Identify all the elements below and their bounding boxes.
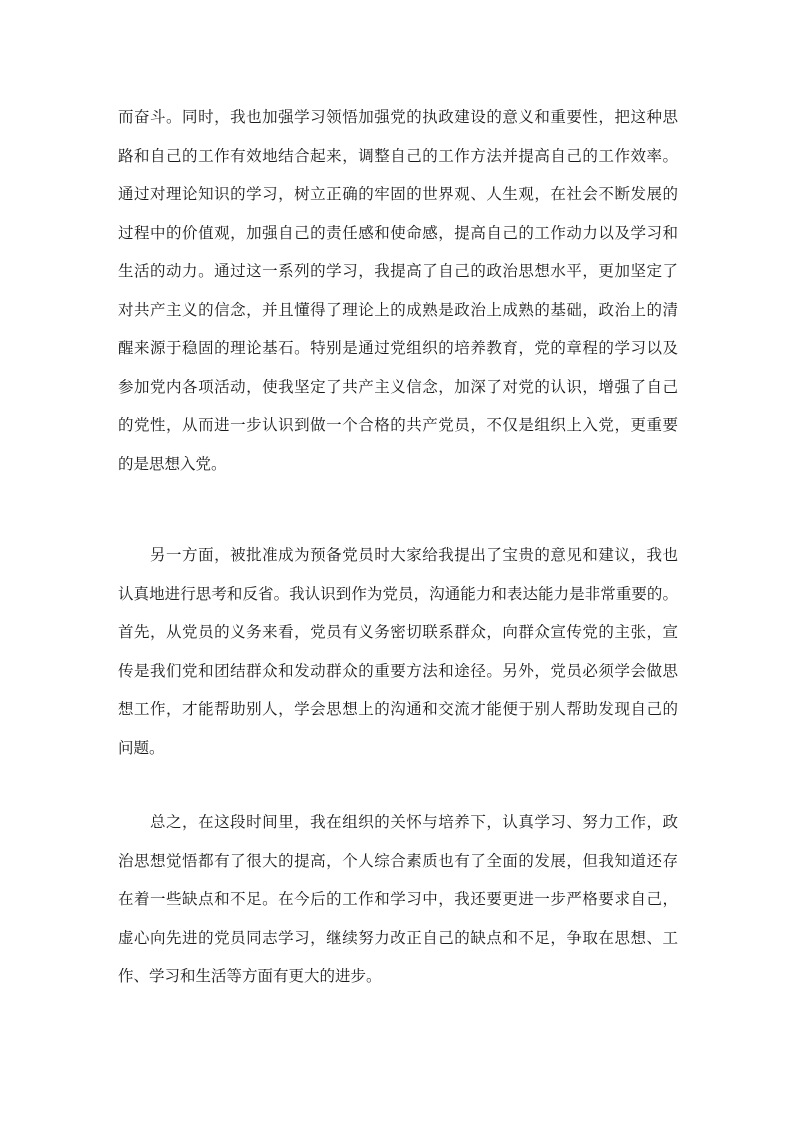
text-line: 而奋斗。同时，我也加强学习领悟加强党的执政建设的意义和重要性，把这种思 [118, 108, 678, 126]
paragraph-1 [118, 98, 678, 483]
text-line: 生活的动力。通过这一系列的学习，我提高了自己的政治思想水平，更加坚定了 [118, 262, 678, 280]
text-line: 通过对理论知识的学习，树立正确的牢固的世界观、人生观，在社会不断发展的 [118, 185, 678, 203]
text-line: 治思想觉悟都有了很大的提高，个人综合素质也有了全面的发展，但我知道还存 [118, 851, 678, 870]
text-line: 过程中的价值观，加强自己的责任感和使命感，提高自己的工作动力以及学习和 [118, 223, 678, 242]
text-line: 虚心向先进的党员同志学习，继续努力改正自己的缺点和不足，争取在思想、工 [118, 928, 678, 947]
text-line: 的党性，从而进一步认识到做一个合格的共产党员，不仅是组织上入党，更重要 [118, 416, 678, 434]
text-line: 总之，在这段时间里，我在组织的关怀与培养下，认真学习、努力工作，政 [118, 813, 678, 831]
text-line: 醒来源于稳固的理论基石。特别是通过党组织的培养教育，党的章程的学习以及 [118, 339, 678, 357]
text-line: 路和自己的工作有效地结合起来，调整自己的工作方法并提高自己的工作效率。 [118, 146, 678, 165]
text-line: 参加党内各项活动，使我坚定了共产主义信念，加深了对党的认识，增强了自己 [118, 377, 678, 396]
paragraph-3 [118, 803, 678, 996]
paragraph-2 [118, 536, 678, 767]
text-line: 想工作，才能帮助别人，学会思想上的沟通和交流才能便于别人帮助发现自己的 [118, 700, 678, 718]
text-line: 问题。 [118, 738, 165, 757]
text-line: 另一方面，被批准成为预备党员时大家给我提出了宝贵的意见和建议，我也 [118, 546, 678, 564]
text-line: 传是我们党和团结群众和发动群众的重要方法和途径。另外，党员必须学会做思 [118, 661, 678, 680]
text-line: 对共产主义的信念，并且懂得了理论上的成熟是政治上成熟的基础，政治上的清 [118, 300, 678, 319]
text-line: 的是思想入党。 [118, 454, 227, 473]
text-line: 首先，从党员的义务来看，党员有义务密切联系群众，向群众宣传党的主张，宣 [118, 623, 678, 641]
text-line: 认真地进行思考和反省。我认识到作为党员，沟通能力和表达能力是非常重要的。 [118, 584, 678, 603]
text-line: 在着一些缺点和不足。在今后的工作和学习中，我还要更进一步严格要求自己， [118, 890, 678, 908]
text-line: 作、学习和生活等方面有更大的进步。 [118, 967, 382, 985]
